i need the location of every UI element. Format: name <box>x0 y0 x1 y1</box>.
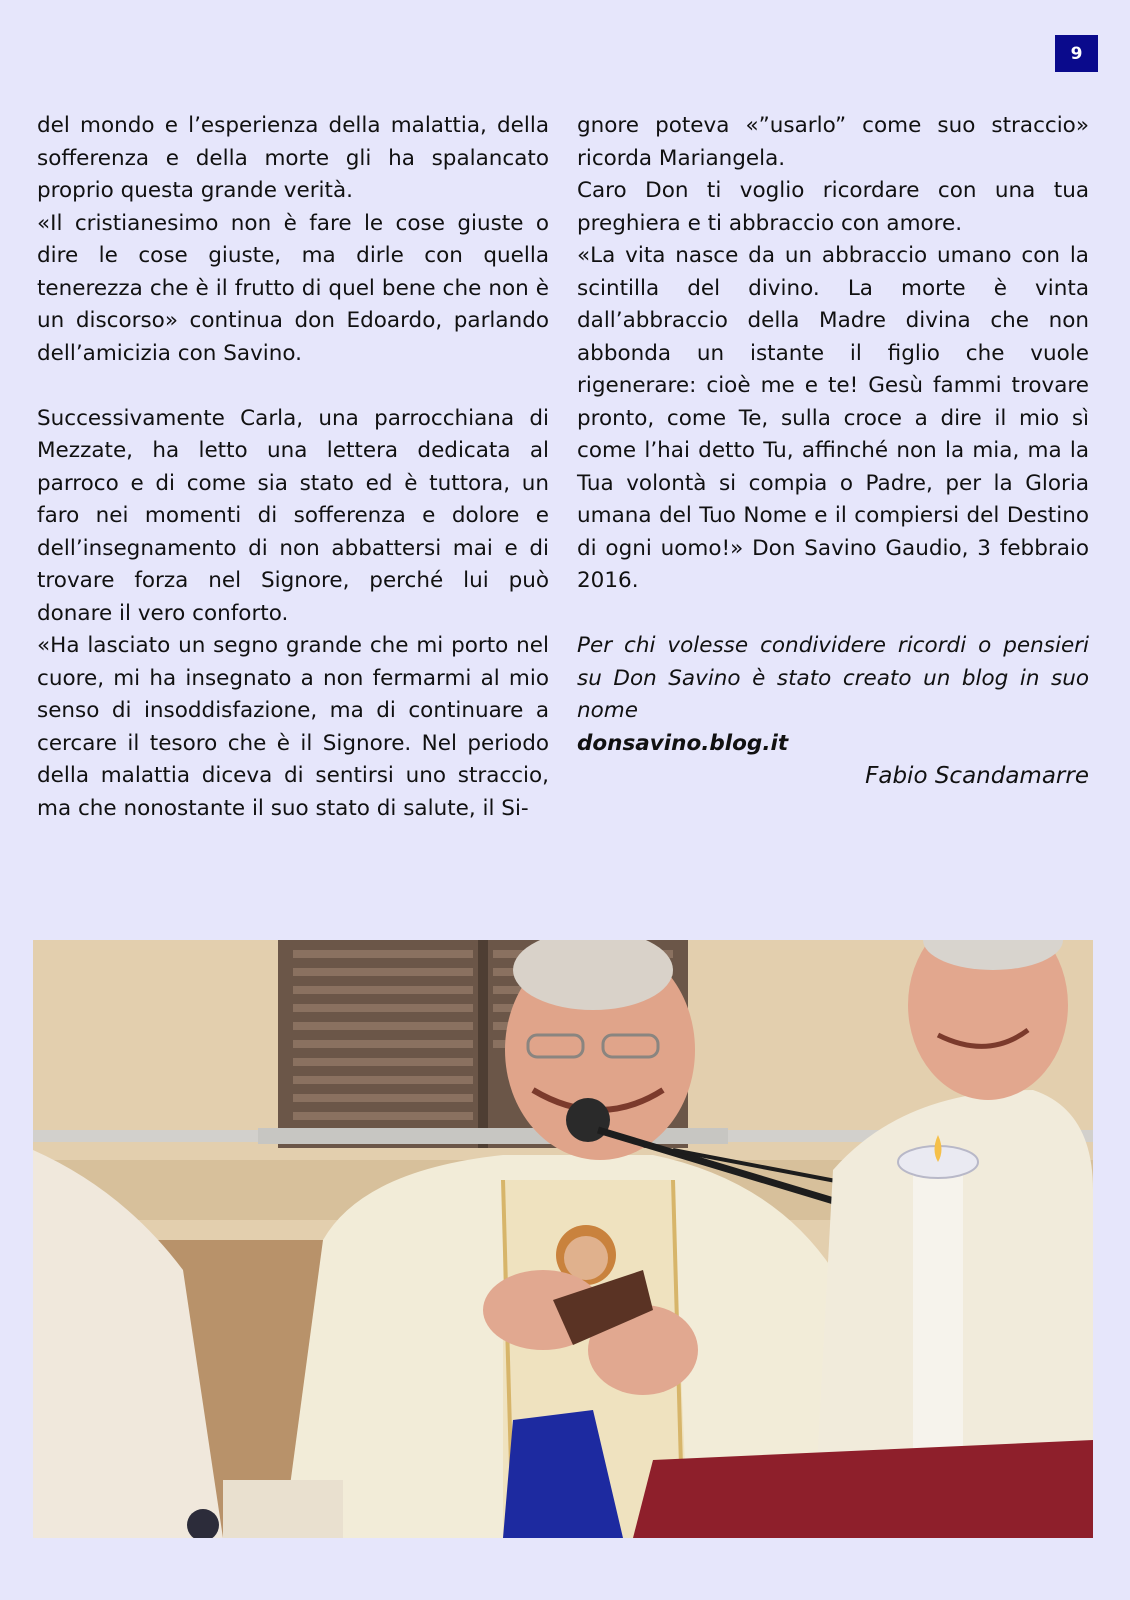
paragraph: «Ha lasciato un segno grande che mi porto nel cuore, mi ha insegnato a non fermarmi al mio senso di insoddisfazione, ma di continuare a cercare il tesoro che è il Signore. Nel periodo della malattia diceva di sentirsi uno straccio, ma che nonostante il suo stato di salute, il Si- <box>37 633 549 821</box>
left-column <box>37 110 549 825</box>
paragraph: Caro Don ti voglio ricordare con una tua preghiera e ti abbraccio con amore. <box>577 178 1089 236</box>
signature: Fabio Scandamarre <box>865 763 1089 789</box>
paragraph: «La vita nasce da un abbraccio umano con la scintilla del divino. La morte è vinta dall’abbraccio della Madre divina che non abbonda un istante il figlio che vuole rigenerare: cioè me e te! Gesù fammi trovare pronto, come Te, sulla croce a dire il mio sì come l’hai detto Tu, affinché non la mia, ma la Tua volontà si compia o Padre, per la Gloria umana del Tuo Nome e il compiersi del Destino di ogni uomo!» Don Savino Gaudio, 3 febbraio 2016. <box>577 243 1089 593</box>
blog-link[interactable]: donsavino.blog.it <box>577 730 789 756</box>
paragraph: Successivamente Carla, una parrocchiana di Mezzate, ha letto una lettera dedicata al parroco e di come sia stato ed è tuttora, un faro nei momenti di sofferenza e dolore e dell’insegnamento di non abbattersi mai e di trovare forza nel Signore, perché lui può donare il vero conforto. <box>37 405 549 626</box>
paragraph: «Il cristianesimo non è fare le cose giuste o dire le cose giuste, ma dirle con quella tenerezza che è il frutto di quel bene che non è un discorso» continua don Edoardo, parlando dell’amicizia con Savino. <box>37 210 549 366</box>
blog-note: Per chi volesse condividere ricordi o pensieri su Don Savino è stato creato un blog in suo nome <box>577 633 1089 723</box>
paragraph: gnore poteva «”usarlo” come suo straccio» ricorda Mariangela. <box>577 113 1089 171</box>
paragraph: del mondo e l’esperienza della malattia, della sofferenza e della morte gli ha spalancato proprio questa grande verità. <box>37 113 549 203</box>
right-column <box>577 110 1089 793</box>
photo-priests-at-altar <box>33 940 1093 1538</box>
page-number: 9 <box>1055 35 1098 72</box>
